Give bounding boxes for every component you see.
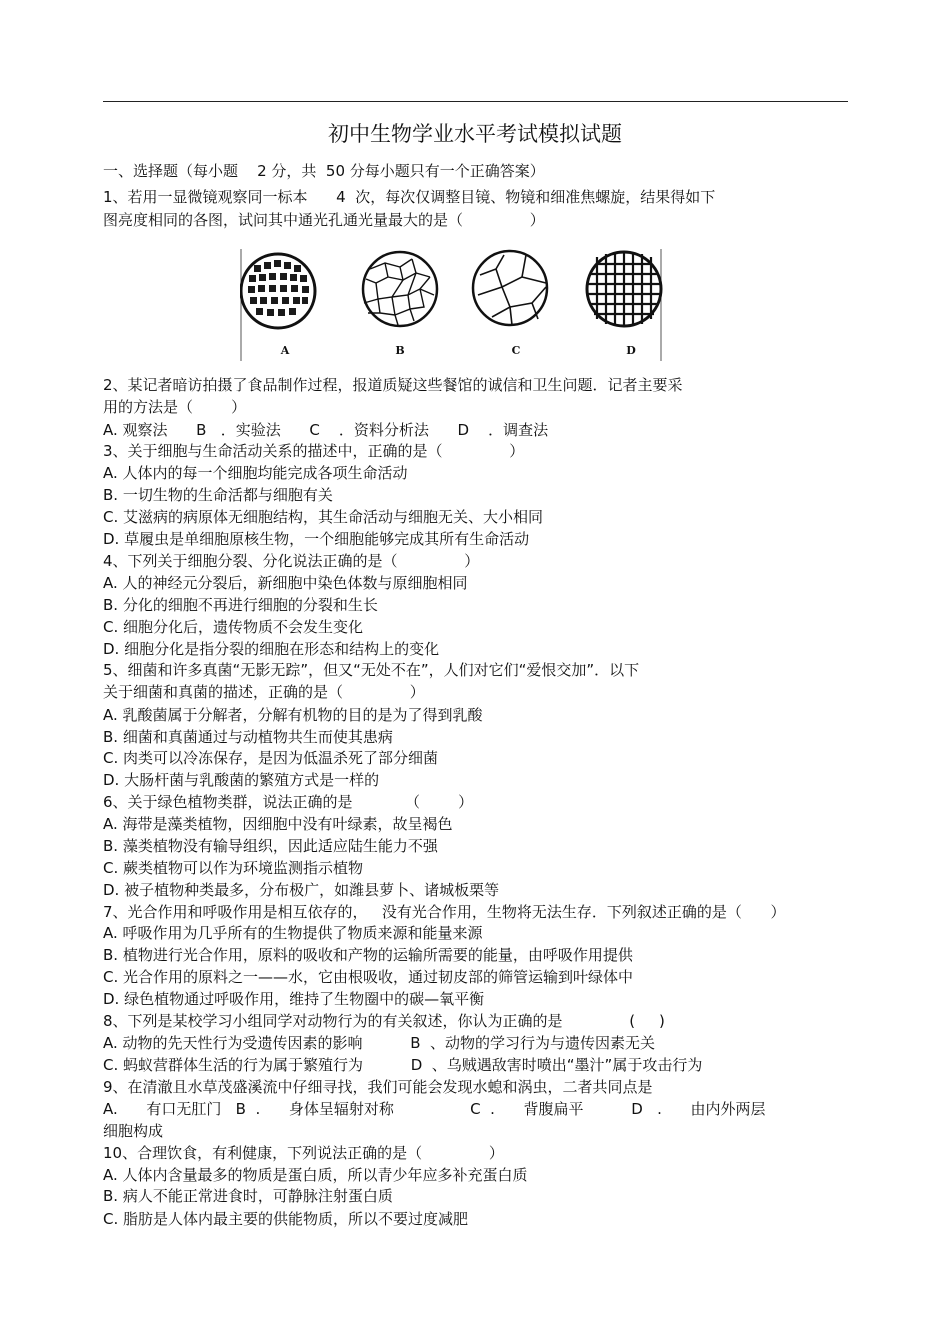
field-of-view-a [241, 254, 315, 328]
question-4-option-c: C. 细胞分化后，遗传物质不会发生变化 [103, 618, 364, 636]
question-7-option-a: A. 呼吸作用为几乎所有的生物提供了物质来源和能量来源 [103, 924, 483, 942]
question-5-line-1: 5、细菌和许多真菌“无影无踪”，但又“无处不在”，人们对它们“爱恨交加”．以下 [103, 661, 640, 679]
question-4-option-b: B. 分化的细胞不再进行细胞的分裂和生长 [103, 596, 378, 614]
question-9-stem: 9、在清澈且水草茂盛溪流中仔细寻找，我们可能会发现水螅和涡虫，二者共同点是 [103, 1078, 653, 1096]
question-4-stem: 4、下列关于细胞分裂、分化说法正确的是（ ） [103, 552, 480, 570]
question-7-option-b: B. 植物进行光合作用，原料的吸收和产物的运输所需要的能量，由呼吸作用提供 [103, 946, 633, 964]
question-2-line-1: 2、某记者暗访拍摄了食品制作过程，报道质疑这些餐馆的诚信和卫生问题．记者主要采 [103, 376, 683, 394]
question-9-options: A. 有口无肛门 B . 身体呈辐射对称 C . 背腹扁平 D . 由内外两层 [103, 1100, 766, 1118]
field-of-view-c [473, 251, 547, 325]
question-10-stem: 10、合理饮食，有利健康，下列说法正确的是（ ） [103, 1144, 504, 1162]
figure-label-c: C [511, 344, 521, 357]
question-10-option-b: B. 病人不能正常进食时，可静脉注射蛋白质 [103, 1187, 393, 1205]
question-7-stem: 7、光合作用和呼吸作用是相互依存的， 没有光合作用，生物将无法生存．下列叙述正确的是（ ） [103, 903, 786, 921]
question-10-option-a: A. 人体内含量最多的物质是蛋白质，所以青少年应多补充蛋白质 [103, 1166, 528, 1184]
question-7-option-d: D. 绿色植物通过呼吸作用，维持了生物圈中的碳—氧平衡 [103, 990, 485, 1008]
question-8-stem: 8、下列是某校学习小组同学对动物行为的有关叙述，你认为正确的是 ( ) [103, 1012, 665, 1030]
question-7-option-c: C. 光合作用的原料之一——水，它由根吸收，通过韧皮部的筛管运输到叶绿体中 [103, 968, 634, 986]
question-1-line-1: 1、若用一显微镜观察同一标本 4 次，每次仅调整目镜、物镜和细准焦螺旋，结果得如下 [103, 188, 716, 206]
question-3-option-a: A. 人体内的每一个细胞均能完成各项生命活动 [103, 464, 408, 482]
question-6-option-c: C. 蕨类植物可以作为环境监测指示植物 [103, 859, 364, 877]
question-2-line-2: 用的方法是（ ） [103, 398, 247, 416]
field-of-view-d [587, 252, 661, 326]
microscope-views-figure [240, 247, 663, 363]
question-8-options-ab: A. 动物的先天性行为受遗传因素的影响 B 、动物的学习行为与遗传因素无关 [103, 1034, 656, 1052]
field-of-view-b [363, 252, 437, 326]
question-5-option-b: B. 细菌和真菌通过与动植物共生而使其患病 [103, 728, 393, 746]
figure-label-a: A [280, 344, 290, 357]
question-3-option-c: C. 艾滋病的病原体无细胞结构，其生命活动与细胞无关、大小相同 [103, 508, 544, 526]
question-6-stem: 6、关于绿色植物类群，说法正确的是 （ ） [103, 793, 474, 811]
question-6-option-a: A. 海带是藻类植物，因细胞中没有叶绿素，故呈褐色 [103, 815, 453, 833]
question-3-option-d: D. 草履虫是单细胞原核生物，一个细胞能够完成其所有生命活动 [103, 530, 530, 548]
header-rule [103, 101, 848, 102]
question-5-line-2: 关于细菌和真菌的描述，正确的是（ ） [103, 683, 425, 701]
page-title: 初中生物学业水平考试模拟试题 [328, 122, 622, 146]
question-10-option-c: C. 脂肪是人体内最主要的供能物质，所以不要过度减肥 [103, 1210, 469, 1228]
question-4-option-a: A. 人的神经元分裂后，新细胞中染色体数与原细胞相同 [103, 574, 468, 592]
section-heading: 一、选择题（每小题 2 分，共 50 分每小题只有一个正确答案） [103, 162, 545, 180]
question-6-option-d: D. 被子植物种类最多，分布极广，如潍县萝卜、诸城板栗等 [103, 881, 500, 899]
question-8-options-cd: C. 蚂蚁营群体生活的行为属于繁殖行为 D 、乌贼遇敌害时喷出“墨汁”属于攻击行为 [103, 1056, 703, 1074]
question-9-options-continued: 细胞构成 [103, 1122, 164, 1140]
question-5-option-c: C. 肉类可以冷冻保存，是因为低温杀死了部分细菌 [103, 749, 439, 767]
question-5-option-a: A. 乳酸菌属于分解者，分解有机物的目的是为了得到乳酸 [103, 706, 483, 724]
question-3-option-b: B. 一切生物的生命活都与细胞有关 [103, 486, 333, 504]
figure-label-b: B [395, 344, 405, 357]
question-5-option-d: D. 大肠杆菌与乳酸菌的繁殖方式是一样的 [103, 771, 380, 789]
question-1-line-2: 图亮度相同的各图，试问其中通光孔通光量最大的是（ ） [103, 211, 545, 229]
question-4-option-d: D. 细胞分化是指分裂的细胞在形态和结构上的变化 [103, 640, 440, 658]
question-6-option-b: B. 藻类植物没有输导组织，因此适应陆生能力不强 [103, 837, 438, 855]
figure-label-d: D [626, 344, 636, 357]
question-2-options: A. 观察法 B ．实验法 C ．资料分析法 D ．调查法 [103, 421, 549, 439]
question-3-stem: 3、关于细胞与生命活动关系的描述中，正确的是（ ） [103, 442, 525, 460]
